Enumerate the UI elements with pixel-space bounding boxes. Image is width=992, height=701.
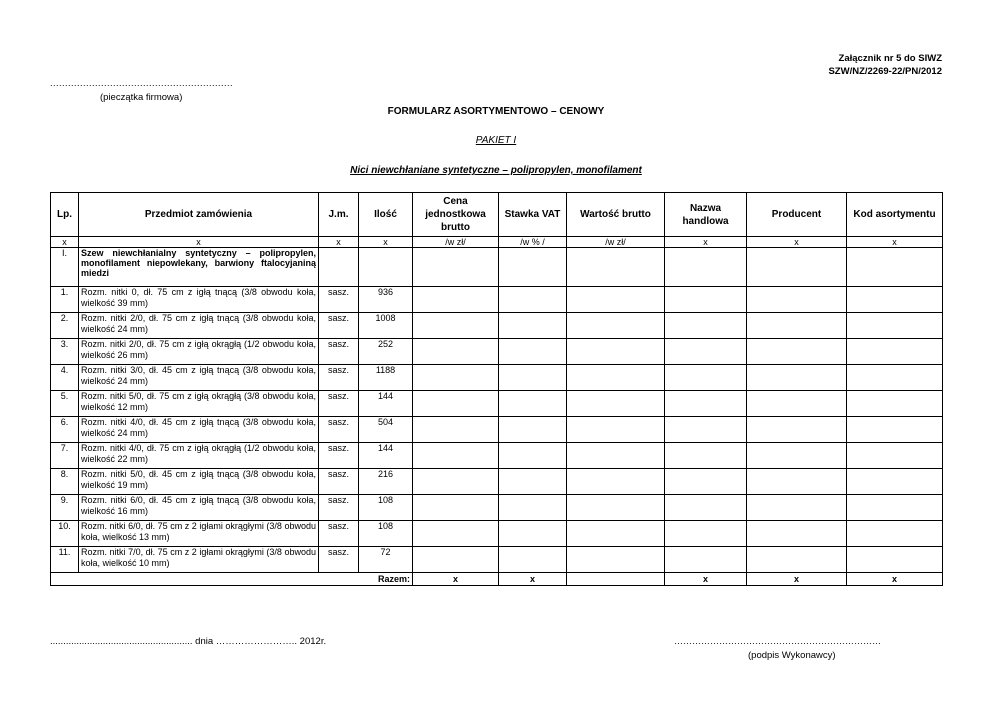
row-vat-input[interactable] [499, 313, 567, 339]
row-value-input[interactable] [567, 443, 665, 469]
row-unit: sasz. [319, 365, 359, 391]
row-description: Rozm. nitki 7/0, dł. 75 cm z 2 igłami okrągłymi (3/8 obwodu koła, wielkość 10 mm) [79, 547, 319, 573]
row-code-input[interactable] [847, 313, 943, 339]
header-qty: Ilość [359, 193, 413, 237]
row-price-input[interactable] [413, 521, 499, 547]
row-price-input[interactable] [413, 495, 499, 521]
table-header-row [51, 193, 943, 237]
row-price-input[interactable] [413, 469, 499, 495]
row-code-input[interactable] [847, 287, 943, 313]
row-trade-name-input[interactable] [665, 469, 747, 495]
row-value-input[interactable] [567, 391, 665, 417]
row-price-input[interactable] [413, 547, 499, 573]
empty-cell [413, 248, 499, 287]
row-lp: 2. [51, 313, 79, 339]
stamp-dotted-line: ............................................................. [50, 78, 234, 88]
unit-cell: /w % / [499, 237, 567, 248]
row-lp: 9. [51, 495, 79, 521]
row-code-input[interactable] [847, 469, 943, 495]
signature-label: (podpis Wykonawcy) [748, 650, 836, 661]
row-lp: 5. [51, 391, 79, 417]
table-row [51, 469, 943, 495]
row-vat-input[interactable] [499, 417, 567, 443]
unit-cell: x [359, 237, 413, 248]
row-trade-name-input[interactable] [665, 365, 747, 391]
price-table [50, 192, 943, 586]
row-trade-name-input[interactable] [665, 547, 747, 573]
row-vat-input[interactable] [499, 521, 567, 547]
row-producer-input[interactable] [747, 391, 847, 417]
stamp-label: (pieczątka firmowa) [100, 92, 183, 103]
row-vat-input[interactable] [499, 391, 567, 417]
row-value-input[interactable] [567, 287, 665, 313]
table-row [51, 365, 943, 391]
table-row [51, 521, 943, 547]
total-producer: x [747, 573, 847, 586]
row-lp: 10. [51, 521, 79, 547]
empty-cell [319, 248, 359, 287]
total-price: x [413, 573, 499, 586]
table-row [51, 287, 943, 313]
table-row [51, 339, 943, 365]
empty-cell [747, 248, 847, 287]
empty-cell [359, 248, 413, 287]
row-unit: sasz. [319, 339, 359, 365]
row-qty: 252 [359, 339, 413, 365]
row-unit: sasz. [319, 443, 359, 469]
row-producer-input[interactable] [747, 495, 847, 521]
header-code: Kod asortymentu [847, 193, 943, 237]
row-qty: 936 [359, 287, 413, 313]
item-rows [51, 287, 943, 573]
row-description: Rozm. nitki 6/0, dł. 75 cm z 2 igłami okrągłymi (3/8 obwodu koła, wielkość 13 mm) [79, 521, 319, 547]
row-code-input[interactable] [847, 547, 943, 573]
row-value-input[interactable] [567, 313, 665, 339]
row-trade-name-input[interactable] [665, 417, 747, 443]
row-unit: sasz. [319, 469, 359, 495]
row-qty: 1008 [359, 313, 413, 339]
section-row [51, 248, 943, 287]
row-lp: 1. [51, 287, 79, 313]
row-producer-input[interactable] [747, 469, 847, 495]
row-lp: 4. [51, 365, 79, 391]
unit-cell: x [665, 237, 747, 248]
row-qty: 144 [359, 391, 413, 417]
row-description: Rozm. nitki 5/0, dł. 75 cm z igłą okrągłą (3/8 obwodu koła, wielkość 12 mm) [79, 391, 319, 417]
table-row [51, 417, 943, 443]
header-lp: Lp. [51, 193, 79, 237]
row-qty: 504 [359, 417, 413, 443]
header-item: Przedmiot zamówienia [79, 193, 319, 237]
row-description: Rozm. nitki 5/0, dł. 45 cm z igłą tnącą (3/8 obwodu koła, wielkość 19 mm) [79, 469, 319, 495]
header-vat: Stawka VAT [499, 193, 567, 237]
header-value: Wartość brutto [567, 193, 665, 237]
row-code-input[interactable] [847, 339, 943, 365]
date-place-line: ...................................................... dnia …………………….. 2012r. [50, 636, 327, 647]
row-unit: sasz. [319, 495, 359, 521]
row-unit: sasz. [319, 287, 359, 313]
empty-cell [567, 248, 665, 287]
row-vat-input[interactable] [499, 339, 567, 365]
unit-cell: x [319, 237, 359, 248]
row-unit: sasz. [319, 417, 359, 443]
header-price: Cena jednostkowa brutto [413, 193, 499, 237]
row-producer-input[interactable] [747, 547, 847, 573]
case-reference: SZW/NZ/2269-22/PN/2012 [828, 66, 942, 77]
section-description: Szew niewchłanialny syntetyczny – polipropylen, monofilament niepowlekany, barwiony ftalocyjaniną miedzi [79, 248, 319, 287]
total-value[interactable] [567, 573, 665, 586]
row-qty: 108 [359, 521, 413, 547]
row-description: Rozm. nitki 0, dł. 75 cm z igłą tnącą (3/8 obwodu koła, wielkość 39 mm) [79, 287, 319, 313]
empty-cell [665, 248, 747, 287]
row-description: Rozm. nitki 3/0, dł. 45 cm z igłą tnącą (3/8 obwodu koła, wielkość 24 mm) [79, 365, 319, 391]
section-lp: I. [51, 248, 79, 287]
unit-cell: /w zł/ [567, 237, 665, 248]
row-vat-input[interactable] [499, 469, 567, 495]
form-subtitle: Nici niewchłaniane syntetyczne – polipropylen, monofilament [350, 165, 642, 176]
signature-dotted-line: …………………………………………………………… [674, 636, 881, 646]
row-price-input[interactable] [413, 287, 499, 313]
row-vat-input[interactable] [499, 547, 567, 573]
row-lp: 6. [51, 417, 79, 443]
unit-cell: x [79, 237, 319, 248]
row-unit: sasz. [319, 391, 359, 417]
row-code-input[interactable] [847, 391, 943, 417]
row-trade-name-input[interactable] [665, 391, 747, 417]
row-price-input[interactable] [413, 365, 499, 391]
row-producer-input[interactable] [747, 287, 847, 313]
row-trade-name-input[interactable] [665, 495, 747, 521]
row-producer-input[interactable] [747, 443, 847, 469]
row-trade-name-input[interactable] [665, 443, 747, 469]
row-trade-name-input[interactable] [665, 339, 747, 365]
row-description: Rozm. nitki 4/0, dł. 75 cm z igłą okrągłą (1/2 obwodu koła, wielkość 22 mm) [79, 443, 319, 469]
row-code-input[interactable] [847, 495, 943, 521]
unit-cell: x [847, 237, 943, 248]
row-value-input[interactable] [567, 339, 665, 365]
table-row [51, 313, 943, 339]
total-code: x [847, 573, 943, 586]
row-value-input[interactable] [567, 495, 665, 521]
header-unit: J.m. [319, 193, 359, 237]
row-lp: 8. [51, 469, 79, 495]
row-trade-name-input[interactable] [665, 287, 747, 313]
row-vat-input[interactable] [499, 495, 567, 521]
row-unit: sasz. [319, 547, 359, 573]
row-producer-input[interactable] [747, 417, 847, 443]
row-trade-name-input[interactable] [665, 521, 747, 547]
table-row [51, 391, 943, 417]
row-value-input[interactable] [567, 547, 665, 573]
row-code-input[interactable] [847, 443, 943, 469]
row-value-input[interactable] [567, 417, 665, 443]
row-unit: sasz. [319, 521, 359, 547]
row-qty: 144 [359, 443, 413, 469]
row-producer-input[interactable] [747, 339, 847, 365]
table-row [51, 495, 943, 521]
row-description: Rozm. nitki 2/0, dł. 75 cm z igłą okrągłą (1/2 obwodu koła, wielkość 26 mm) [79, 339, 319, 365]
row-description: Rozm. nitki 4/0, dł. 45 cm z igłą tnącą (3/8 obwodu koła, wielkość 24 mm) [79, 417, 319, 443]
row-lp: 11. [51, 547, 79, 573]
row-qty: 72 [359, 547, 413, 573]
row-qty: 108 [359, 495, 413, 521]
total-row [51, 573, 943, 586]
row-price-input[interactable] [413, 417, 499, 443]
total-trade-name: x [665, 573, 747, 586]
row-unit: sasz. [319, 313, 359, 339]
row-description: Rozm. nitki 6/0, dł. 45 cm z igłą tnącą (3/8 obwodu koła, wielkość 16 mm) [79, 495, 319, 521]
row-value-input[interactable] [567, 365, 665, 391]
empty-cell [499, 248, 567, 287]
row-price-input[interactable] [413, 339, 499, 365]
units-row [51, 237, 943, 248]
empty-cell [847, 248, 943, 287]
header-trade-name: Nazwa handlowa [665, 193, 747, 237]
table-row [51, 443, 943, 469]
row-value-input[interactable] [567, 521, 665, 547]
row-code-input[interactable] [847, 365, 943, 391]
package-label: PAKIET I [475, 135, 517, 146]
row-producer-input[interactable] [747, 313, 847, 339]
attachment-note [828, 52, 942, 78]
row-vat-input[interactable] [499, 443, 567, 469]
row-producer-input[interactable] [747, 365, 847, 391]
unit-cell: /w zł/ [413, 237, 499, 248]
unit-cell: x [747, 237, 847, 248]
row-vat-input[interactable] [499, 287, 567, 313]
row-lp: 7. [51, 443, 79, 469]
row-description: Rozm. nitki 2/0, dł. 75 cm z igłą tnącą (3/8 obwodu koła, wielkość 24 mm) [79, 313, 319, 339]
header-producer: Producent [747, 193, 847, 237]
total-vat: x [499, 573, 567, 586]
unit-cell: x [51, 237, 79, 248]
row-vat-input[interactable] [499, 365, 567, 391]
total-label: Razem: [51, 573, 413, 586]
row-lp: 3. [51, 339, 79, 365]
form-title: FORMULARZ ASORTYMENTOWO – CENOWY [387, 106, 605, 117]
table-row [51, 547, 943, 573]
attachment-number: Załącznik nr 5 do SIWZ [838, 53, 942, 64]
row-code-input[interactable] [847, 417, 943, 443]
row-qty: 216 [359, 469, 413, 495]
row-value-input[interactable] [567, 469, 665, 495]
row-producer-input[interactable] [747, 521, 847, 547]
row-price-input[interactable] [413, 391, 499, 417]
row-qty: 1188 [359, 365, 413, 391]
row-code-input[interactable] [847, 521, 943, 547]
row-price-input[interactable] [413, 313, 499, 339]
row-price-input[interactable] [413, 443, 499, 469]
row-trade-name-input[interactable] [665, 313, 747, 339]
